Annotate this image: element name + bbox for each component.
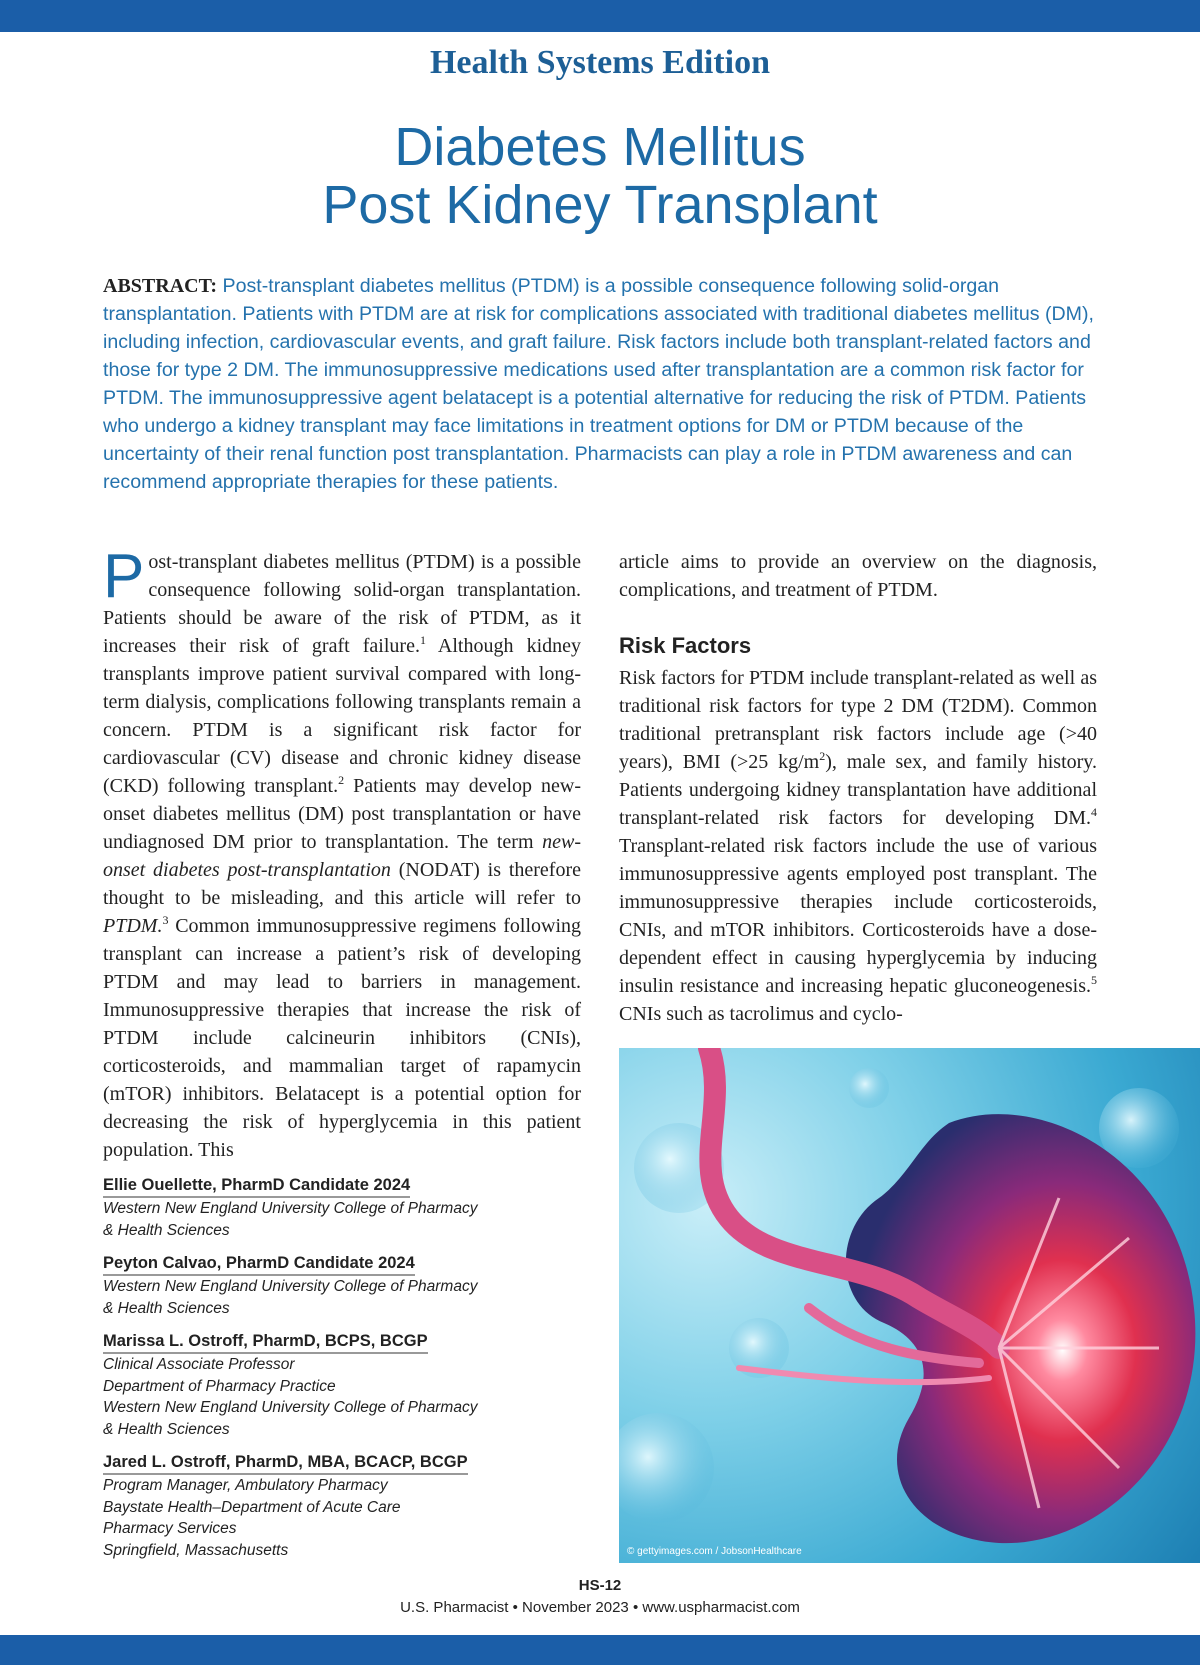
section-heading-risk-factors: Risk Factors	[619, 633, 752, 658]
author-affiliation: Baystate Health–Department of Acute Care	[103, 1498, 401, 1516]
author-name: Jared L. Ostroff, PharmD, MBA, BCACP, BCGP	[103, 1452, 468, 1475]
author-name: Peyton Calvao, PharmD Candidate 2024	[103, 1253, 415, 1276]
author-block	[103, 1253, 563, 1319]
author-affiliation: Program Manager, Ambulatory Pharmacy	[103, 1477, 388, 1494]
edition-label: Health Systems Edition	[429, 44, 771, 81]
author-affiliation: Western New England University College of Pharmacy	[103, 1399, 478, 1416]
reference-4: 4	[1091, 805, 1097, 819]
author-name: Marissa L. Ostroff, PharmD, BCPS, BCGP	[103, 1331, 428, 1354]
abstract	[103, 272, 1098, 496]
image-credit: © gettyimages.com / JobsonHealthcare	[627, 1546, 802, 1557]
kidney-illustration	[619, 1048, 1200, 1563]
top-brand-bar	[0, 0, 1200, 32]
author-affiliation: & Health Sciences	[103, 1420, 230, 1438]
author-affiliation: Pharmacy Services	[103, 1520, 237, 1537]
author-list	[103, 1175, 563, 1573]
reference-5: 5	[1091, 973, 1097, 987]
author-block	[103, 1331, 563, 1440]
author-affiliation: & Health Sciences	[103, 1221, 230, 1239]
title-line-1: Diabetes Mellitus	[394, 117, 806, 177]
bottom-brand-bar	[0, 1635, 1200, 1665]
body-column-left	[103, 542, 582, 1164]
intro-continued: article aims to provide an overview on the diagnosis, complications, and treatment of PTDM.	[619, 551, 1097, 601]
kidney-illustration-icon	[619, 1048, 1200, 1563]
author-affiliation: Department of Pharmacy Practice	[103, 1377, 336, 1395]
abstract-label: ABSTRACT:	[103, 275, 218, 297]
body-column-right	[619, 548, 1097, 1028]
page-number: HS-12	[578, 1577, 622, 1594]
author-affiliation: Clinical Associate Professor	[103, 1356, 295, 1373]
author-affiliation: Western New England University College of Pharmacy	[103, 1200, 478, 1217]
author-affiliation: & Health Sciences	[103, 1299, 230, 1317]
author-affiliation: Springfield, Massachusetts	[103, 1541, 289, 1559]
reference-2: 2	[338, 773, 345, 787]
reference-3: 3	[162, 913, 169, 927]
author-affiliation: Western New England University College of Pharmacy	[103, 1278, 478, 1295]
reference-1: 1	[419, 633, 426, 647]
author-name: Ellie Ouellette, PharmD Candidate 2024	[103, 1175, 410, 1198]
title-line-2: Post Kidney Transplant	[322, 175, 878, 235]
risk-factors-paragraph: Risk factors for PTDM include transplant-related as well as traditional risk factors for type 2 DM (T2DM). Common traditional pretransplant risk factors include age (>40 years), BMI (>25 $kg/m^2$), male sex, and family history. Patients undergoing kidney transplantation have additional transplant-related risk factors for developing DM.$^4$ Transplant-related risk factors include the use of various immunosuppressive agents employed post transplant. The immunosuppressive therapies include corticosteroids, CNIs, and mTOR inhibitors. Corticosteroids have a dose-dependent effect in causing hyperglycemia by inducing insulin resistance and increasing hepatic gluconeogenesis.$^5$ CNIs such as tacrolimus and cyclo-	[619, 667, 1097, 1025]
publication-footer: U.S. Pharmacist • November 2023 • www.uspharmacist.com	[400, 1599, 800, 1616]
drop-cap: P	[103, 542, 145, 611]
intro-paragraph: Post-transplant diabetes mellitus (PTDM) is a possible consequence following solid-organ transplantation. Patients should be aware of the risk of PTDM, as it increases their risk of graft failure.$^1$ Although kidney transplants improve patient survival compared with long-term dialysis, complications following transplants remain a concern. PTDM is a significant risk factor for cardiovascular (CV) disease and chronic kidney disease (CKD) following transplant.$^2$ Patients may develop new-onset diabetes mellitus (DM) post transplantation or have undiagnosed DM prior to transplantation. The term new-onset diabetes post-transplantation (NODAT) is therefore thought to be misleading, and this article will refer to PTDM.$^3$ Common immunosuppressive regimens following transplant can increase a patient’s risk of developing PTDM and may lead to barriers in management. Immunosuppressive therapies that increase the risk of PTDM include calcineurin inhibitors (CNIs), corticosteroids, and mammalian target of rapamycin (mTOR) inhibitors. Belatacept is a potential option for decreasing the risk of hyperglycemia in this patient population. This	[103, 542, 582, 1161]
abstract-text: Post-transplant diabetes mellitus (PTDM) is a possible consequence following solid-organ transplantation. Patients with PTDM are at risk for complications associated with traditional diabetes mellitus (DM), including infection, cardiovascular events, and graft failure. Risk factors include both transplant-related factors and those for type 2 DM. The immunosuppressive medications used after transplantation are a common risk factor for PTDM. The immunosuppressive agent belatacept is a potential alternative for reducing the risk of PTDM. Patients who undergo a kidney transplant may face limitations in treatment options for DM or PTDM because of the uncertainty of their renal function post transplantation. Pharmacists can play a role in PTDM awareness and can recommend appropriate therapies for these patients.	[103, 275, 1094, 493]
term-ptdm: PTDM.	[103, 915, 163, 937]
superscript-squared: 2	[819, 749, 826, 763]
author-block	[103, 1452, 563, 1561]
author-block	[103, 1175, 563, 1241]
term-nodat: new-onset diabetes post-transplantation	[103, 831, 581, 881]
article-title	[0, 118, 1200, 234]
